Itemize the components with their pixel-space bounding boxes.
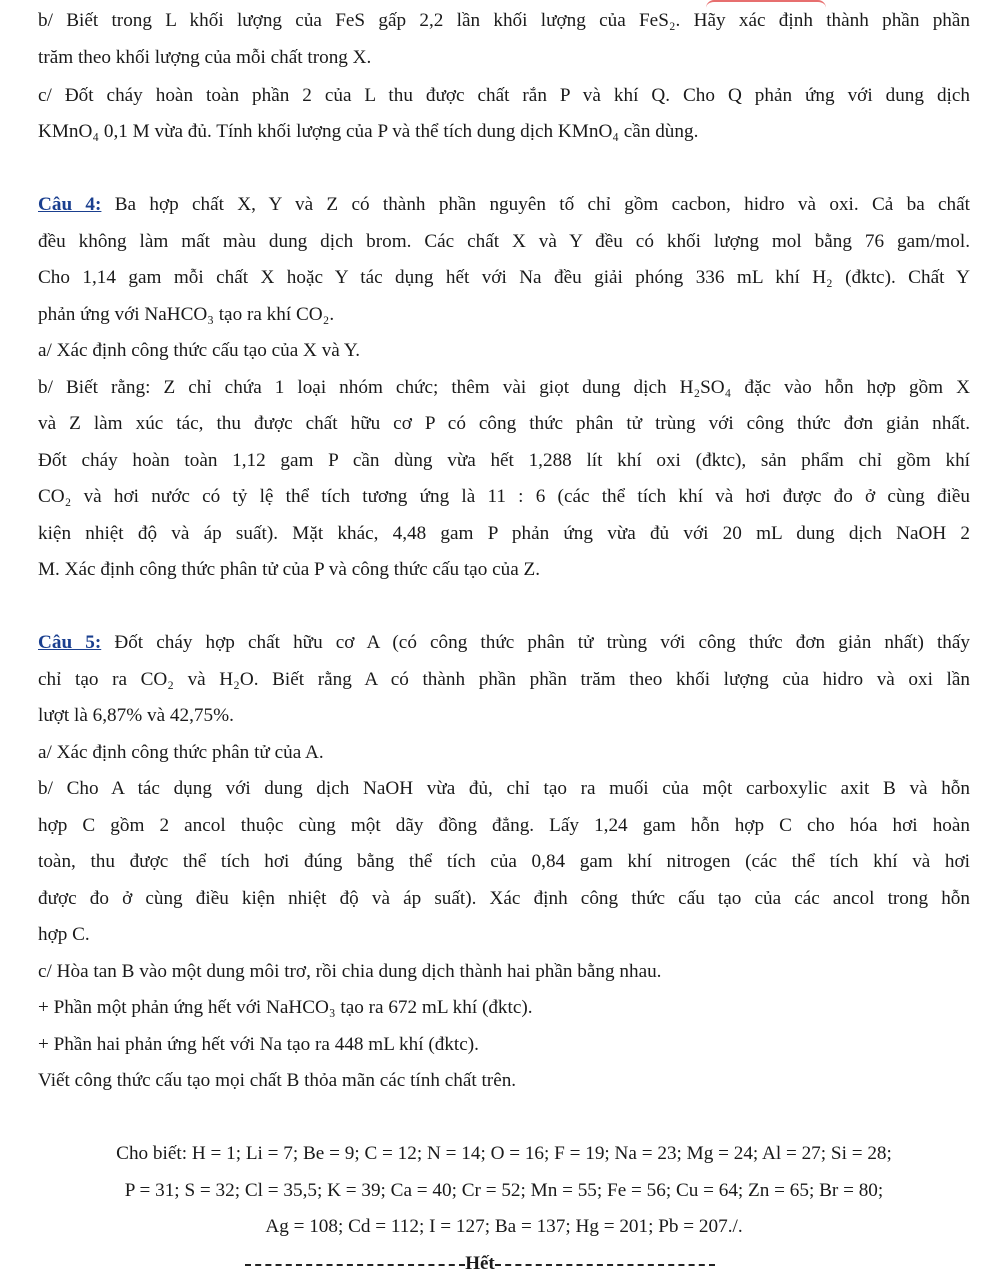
- question-4-line: [38, 193, 970, 217]
- text-line: hợp C gồm 2 ancol thuộc cùng một dãy đồng đẳng. Lấy 1,24 gam hỗn hợp C cho hóa hơi hoàn: [38, 815, 970, 836]
- red-decoration-mark: [706, 0, 826, 8]
- text-line: a/ Xác định công thức phân tử của A.: [38, 742, 324, 763]
- text-line: CO₂ và hơi nước có tỷ lệ thể tích tương ứng là 11 : 6 (các thể tích khí và hơi được đo ở cùng điều: [38, 486, 970, 507]
- text-line: c/ Hòa tan B vào một dung môi trơ, rồi chia dung dịch thành hai phần bằng nhau.: [38, 961, 662, 982]
- text-line: trăm theo khối lượng của mỗi chất trong X.: [38, 47, 372, 68]
- text-line: toàn, thu được thể tích hơi đúng bằng thể tích của 0,84 gam khí nitrogen (các thể tích khí và hơi: [38, 851, 970, 872]
- text-line: + Phần hai phản ứng hết với Na tạo ra 448 mL khí (đktc).: [38, 1034, 479, 1055]
- text-line: M. Xác định công thức phân tử của P và công thức cấu tạo của Z.: [38, 559, 541, 580]
- text-line: KMnO₄ 0,1 M vừa đủ. Tính khối lượng của P và thể tích dung dịch KMnO₄ cần dùng.: [38, 121, 699, 142]
- text-line: b/ Cho A tác dụng với dung dịch NaOH vừa đủ, chỉ tạo ra muối của một carboxylic axit B và hỗn: [38, 778, 970, 799]
- given-line: P = 31; S = 32; Cl = 35,5; K = 39; Ca = 40; Cr = 52; Mn = 55; Fe = 56; Cu = 64; Zn = 65; Br = 80;: [124, 1180, 884, 1201]
- given-line: Cho biết: H = 1; Li = 7; Be = 9; C = 12; N = 14; O = 16; F = 19; Na = 23; Mg = 24; Al = 27; Si = 28;: [116, 1143, 892, 1164]
- text-line: và Z làm xúc tác, thu được chất hữu cơ P có công thức phân tử trùng với công thức đơn giản nhất.: [38, 413, 970, 434]
- end-marker: [220, 1252, 740, 1276]
- text-line: lượt là 6,87% và 42,75%.: [38, 705, 234, 726]
- given-line: Ag = 108; Cd = 112; I = 127; Ba = 137; Hg = 201; Pb = 207./.: [265, 1216, 743, 1237]
- end-label: Hết: [465, 1253, 495, 1274]
- text-line: b/ Biết rằng: Z chỉ chứa 1 loại nhóm chức; thêm vài giọt dung dịch H₂SO₄ đặc vào hỗn hợp gồm X: [38, 377, 970, 398]
- text-line: Viết công thức cấu tạo mọi chất B thỏa mãn các tính chất trên.: [38, 1070, 517, 1091]
- text-line: chỉ tạo ra CO₂ và H₂O. Biết rằng A có thành phần phần trăm theo khối lượng của hidro và oxi lần: [38, 669, 970, 690]
- text-line: phản ứng với NaHCO₃ tạo ra khí CO₂.: [38, 304, 335, 325]
- text-line: hợp C.: [38, 924, 90, 945]
- text-line: được đo ở cùng điều kiện nhiệt độ và áp suất). Xác định công thức cấu tạo của các ancol trong hỗn: [38, 888, 970, 909]
- text-line: + Phần một phản ứng hết với NaHCO₃ tạo ra 672 mL khí (đktc).: [38, 997, 533, 1018]
- dashed-rule-right: [495, 1264, 715, 1266]
- question-5-line: [38, 631, 970, 655]
- dashed-rule-left: [245, 1264, 465, 1266]
- text-line: kiện nhiệt độ và áp suất). Mặt khác, 4,48 gam P phản ứng vừa đủ với 20 mL dung dịch NaOH 2: [38, 523, 970, 544]
- text-line: đều không làm mất màu dung dịch brom. Các chất X và Y đều có khối lượng mol bằng 76 gam/mol.: [38, 231, 970, 252]
- question-5-label: Câu 5:: [38, 632, 102, 653]
- text-span: Đốt cháy hợp chất hữu cơ A (có công thức phân tử trùng với công thức đơn giản nhất) thấy: [101, 632, 970, 653]
- text-line: Đốt cháy hoàn toàn 1,12 gam P cần dùng vừa hết 1,288 lít khí oxi (đktc), sản phẩm chỉ gồm khí: [38, 450, 970, 471]
- text-line: c/ Đốt cháy hoàn toàn phần 2 của L thu được chất rắn P và khí Q. Cho Q phản ứng với dung dịch: [38, 85, 970, 106]
- text-line: a/ Xác định công thức cấu tạo của X và Y.: [38, 340, 361, 361]
- question-4-label: Câu 4:: [38, 194, 102, 215]
- text-line: b/ Biết trong L khối lượng của FeS gấp 2,2 lần khối lượng của FeS₂. Hãy xác định thành phần phần: [38, 10, 970, 31]
- text-span: Ba hợp chất X, Y và Z có thành phần nguyên tố chỉ gồm cacbon, hidro và oxi. Cả ba chất: [101, 194, 970, 215]
- text-line: Cho 1,14 gam mỗi chất X hoặc Y tác dụng hết với Na đều giải phóng 336 mL khí H₂ (đktc). Chất Y: [38, 267, 970, 288]
